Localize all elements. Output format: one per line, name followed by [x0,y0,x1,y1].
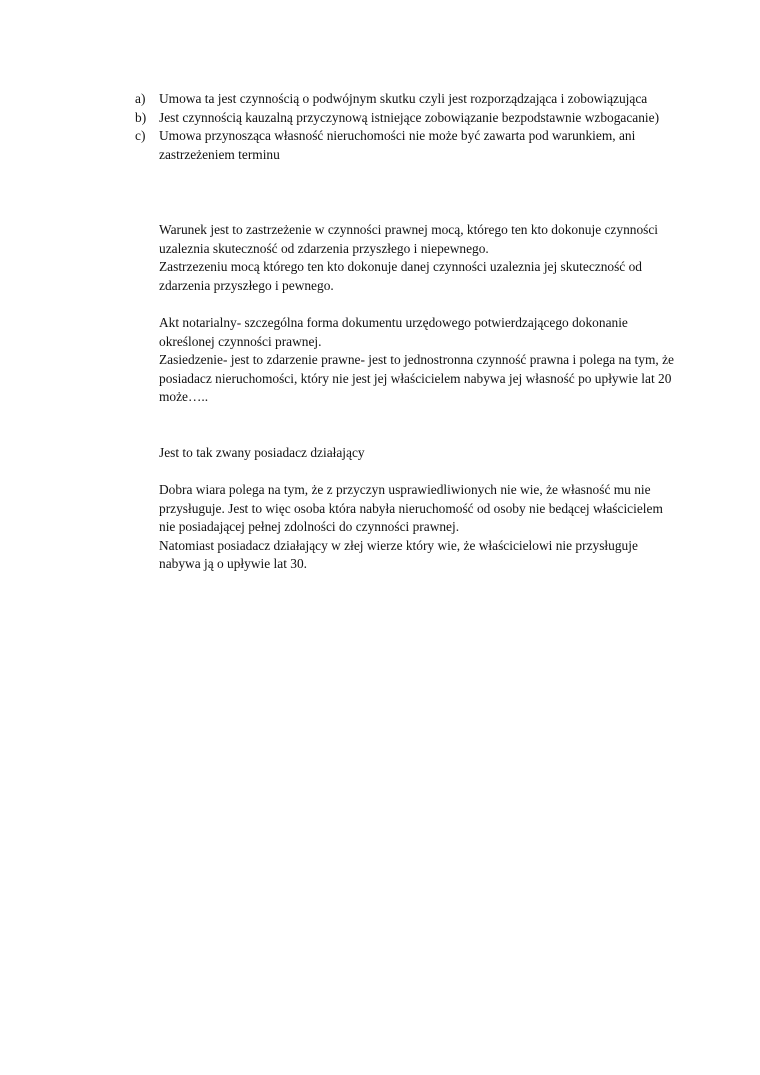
list-item [135,90,675,109]
paragraph-condition: Warunek jest to zastrzeżenie w czynności prawnej mocą, którego ten kto dokonuje czynności uzaleznia skuteczność od zdarzenia przyszłego i niepewnego. [159,222,659,256]
paragraph-reservation: Zastrzezeniu mocą którego ten kto dokonuje danej czynności uzaleznia jej skuteczność od zdarzenia przyszłego i pewnego. [159,259,642,293]
paragraph-bad-faith: Natomiast posiadacz działający w złej wierze który wie, że właścicielowi nie przysługuje nabywa ją o upływie lat 30. [159,537,638,571]
list-item-text: Umowa ta jest czynnością o podwójnym skutku czyli jest rozporządzająca i zobowiązująca [159,91,648,106]
list-item-text: Jest czynnością kauzalną przyczynową istniejące zobowiązanie bezpodstawnie wzbogacanie) [159,109,660,125]
good-faith-section [159,481,679,574]
paragraph-good-faith: Dobra wiara polega na tym, że z przyczyn usprawiedliwionych nie wie, że własność mu nie przysługuje. Jest to więc osoba która nabyła nieruchomość od osoby nie bedącej właścicielem nie posiadającej pełnej zdolności do czynności prawnej. [159,482,663,534]
list-marker: a) [135,91,146,106]
list-item [135,109,675,128]
possessor-note [159,444,679,463]
condition-definitions [159,221,679,295]
paragraph-prescription: Zasiedzenie- jest to zdarzenie prawne- jest to jednostronna czynność prawna i polega na tym, że posiadacz nieruchomości, który nie jest jej właścicielem nabywa jej własność po upływie lat 20 może….. [159,352,674,404]
paragraph-notarial-act: Akt notarialny- szczególna forma dokumentu urzędowego potwierdzającego dokonanie określonej czynności prawnej. [159,315,628,349]
list-item-text: Umowa przynosząca własność nieruchomości nie może być zawarta pod warunkiem, ani zastrzeżeniem terminu [159,128,636,162]
list-item [135,127,675,164]
numbered-list [135,90,675,164]
list-marker: b) [135,109,147,125]
paragraph-possessor: Jest to tak zwany posiadacz działający [159,445,365,460]
notarial-and-prescription [159,314,679,407]
list-marker: c) [135,128,146,143]
